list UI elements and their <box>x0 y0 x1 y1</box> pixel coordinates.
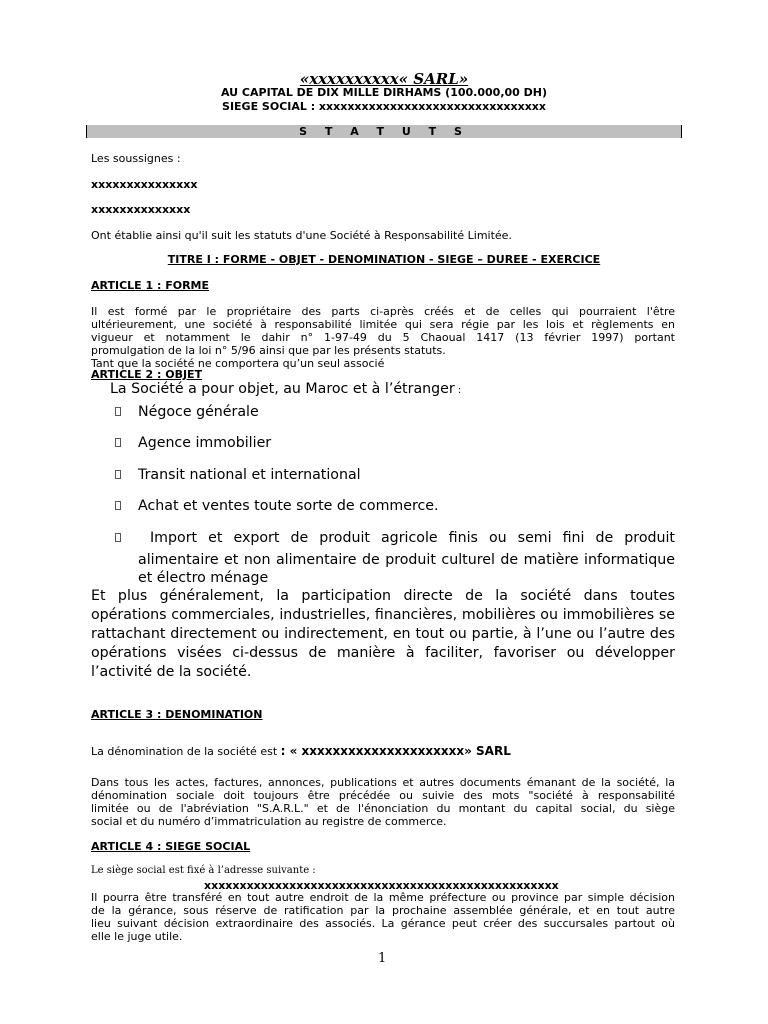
denomination-line <box>91 745 511 758</box>
denomination-value: : « xxxxxxxxxxxxxxxxxxxxx» SARL <box>280 744 511 758</box>
objet-item-5-line: Import et export de produit agricole finis ou semi fini de produit <box>150 530 675 546</box>
article-3-heading: ARTICLE 3 : DENOMINATION <box>91 708 263 721</box>
article-4-heading: ARTICLE 4 : SIEGE SOCIAL <box>91 840 251 853</box>
objet-item-5 <box>138 529 675 587</box>
article-4-line: de la gérance, sous réserve de ratification par la prochaine assemblée générale, et en tout autre <box>91 904 675 917</box>
article-4-line: Il pourra être transféré en tout autre endroit de la même préfecture ou province par simple décision <box>91 891 675 904</box>
article-1-body <box>91 305 675 370</box>
associate-name-1: xxxxxxxxxxxxxxx <box>91 178 198 191</box>
objet-item-5-line: alimentaire et non alimentaire de produit culturel de matière informatique <box>138 552 675 568</box>
article-3-line: limitée ou de l'abréviation "S.A.R.L." et de l'énonciation du montant du capital social, du siège <box>91 802 675 815</box>
statuts-bar <box>86 125 682 138</box>
objet-item: Agence immobilier <box>138 435 272 451</box>
article-2-general <box>91 587 675 682</box>
article-3-line: Dans tous les actes, factures, annonces, publications et autres documents émanant de la société, la <box>91 776 675 789</box>
article-1-line: vigueur et notamment le dahir n° 1-97-49 du 5 Chaoual 1417 (13 février 1997) portant <box>91 331 675 344</box>
article-3-line: dénomination sociale doit toujours être précédée ou suivie des mots "société à responsabilité <box>91 789 675 802</box>
siege-line: SIEGE SOCIAL : xxxxxxxxxxxxxxxxxxxxxxxxxxxxxxxx <box>222 100 546 113</box>
titre-1-heading: TITRE I : FORME - OBJET - DENOMINATION - SIEGE – DUREE - EXERCICE <box>167 253 601 266</box>
document-title: «xxxxxxxxxx« SARL» <box>299 70 469 88</box>
article-2-intro-suffix: : <box>454 385 462 396</box>
bullet-icon <box>115 407 121 416</box>
article-2-intro-text: La Société a pour objet, au Maroc et à l’étranger <box>110 381 455 397</box>
objet-item: Achat et ventes toute sorte de commerce. <box>138 498 439 514</box>
associate-name-2: xxxxxxxxxxxxxx <box>91 203 191 216</box>
etablie-statement: Ont établie ainsi qu'il suit les statuts d'une Société à Responsabilité Limitée. <box>91 229 512 242</box>
objet-item-5-line: et électro ménage <box>138 570 269 586</box>
article-2-heading: ARTICLE 2 : OBJET <box>91 368 203 381</box>
bullet-icon <box>115 533 121 542</box>
objet-item: Transit national et international <box>138 467 361 483</box>
page-number: 1 <box>378 951 387 966</box>
article-1-heading: ARTICLE 1 : FORME <box>91 279 210 292</box>
bullet-icon <box>115 501 121 510</box>
article-2-intro <box>110 380 461 400</box>
siege-fixe-label: Le siège social est fixé à l’adresse suivante : <box>91 865 316 876</box>
capital-line: AU CAPITAL DE DIX MILLE DIRHAMS (100.000,00 DH) <box>220 86 547 99</box>
article-2-general-line: l’activité de la société. <box>91 664 252 680</box>
statuts-bar-label: S T A T U T S <box>299 125 469 138</box>
article-2-general-line: opérations commerciales, industrielles, financières, mobilières ou immobilières se <box>91 607 675 623</box>
article-2-general-line: Et plus généralement, la participation directe de la société dans toutes <box>91 588 675 604</box>
article-1-extra: Tant que la société ne comportera qu’un seul associé <box>91 357 385 370</box>
article-4-line: elle le juge utile. <box>91 930 183 943</box>
soussignes-label: Les soussignes : <box>91 152 181 165</box>
siege-address: xxxxxxxxxxxxxxxxxxxxxxxxxxxxxxxxxxxxxxxxxxxxxxxxxx <box>204 879 559 892</box>
article-1-line: Il est formé par le propriétaire des parts ci-après créés et de celles qui pourraient l'être <box>91 305 675 318</box>
article-4-body <box>91 891 675 943</box>
denomination-prefix: La dénomination de la société est <box>91 745 281 758</box>
article-2-general-line: opérations visées ci-dessus de manière à faciliter, favoriser ou développer <box>91 645 675 661</box>
bullet-icon <box>115 438 121 447</box>
article-1-line: promulgation de la loi n° 5/96 ainsi que par les présents statuts. <box>91 344 446 357</box>
article-2-general-line: rattachant directement ou indirectement, en tout ou partie, à l’une ou l’autre des <box>91 626 675 642</box>
article-4-line: lieu suivant décision extraordinaire des associés. La gérance peut créer des succursales partout où <box>91 917 675 930</box>
bullet-icon <box>115 470 121 479</box>
objet-item: Négoce générale <box>138 404 259 420</box>
article-3-body <box>91 776 675 828</box>
article-3-line: social et du numéro d’immatriculation au registre de commerce. <box>91 815 447 828</box>
article-1-line: ultérieurement, une société à responsabilité limitée qui sera régie par les lois et règlements en <box>91 318 675 331</box>
